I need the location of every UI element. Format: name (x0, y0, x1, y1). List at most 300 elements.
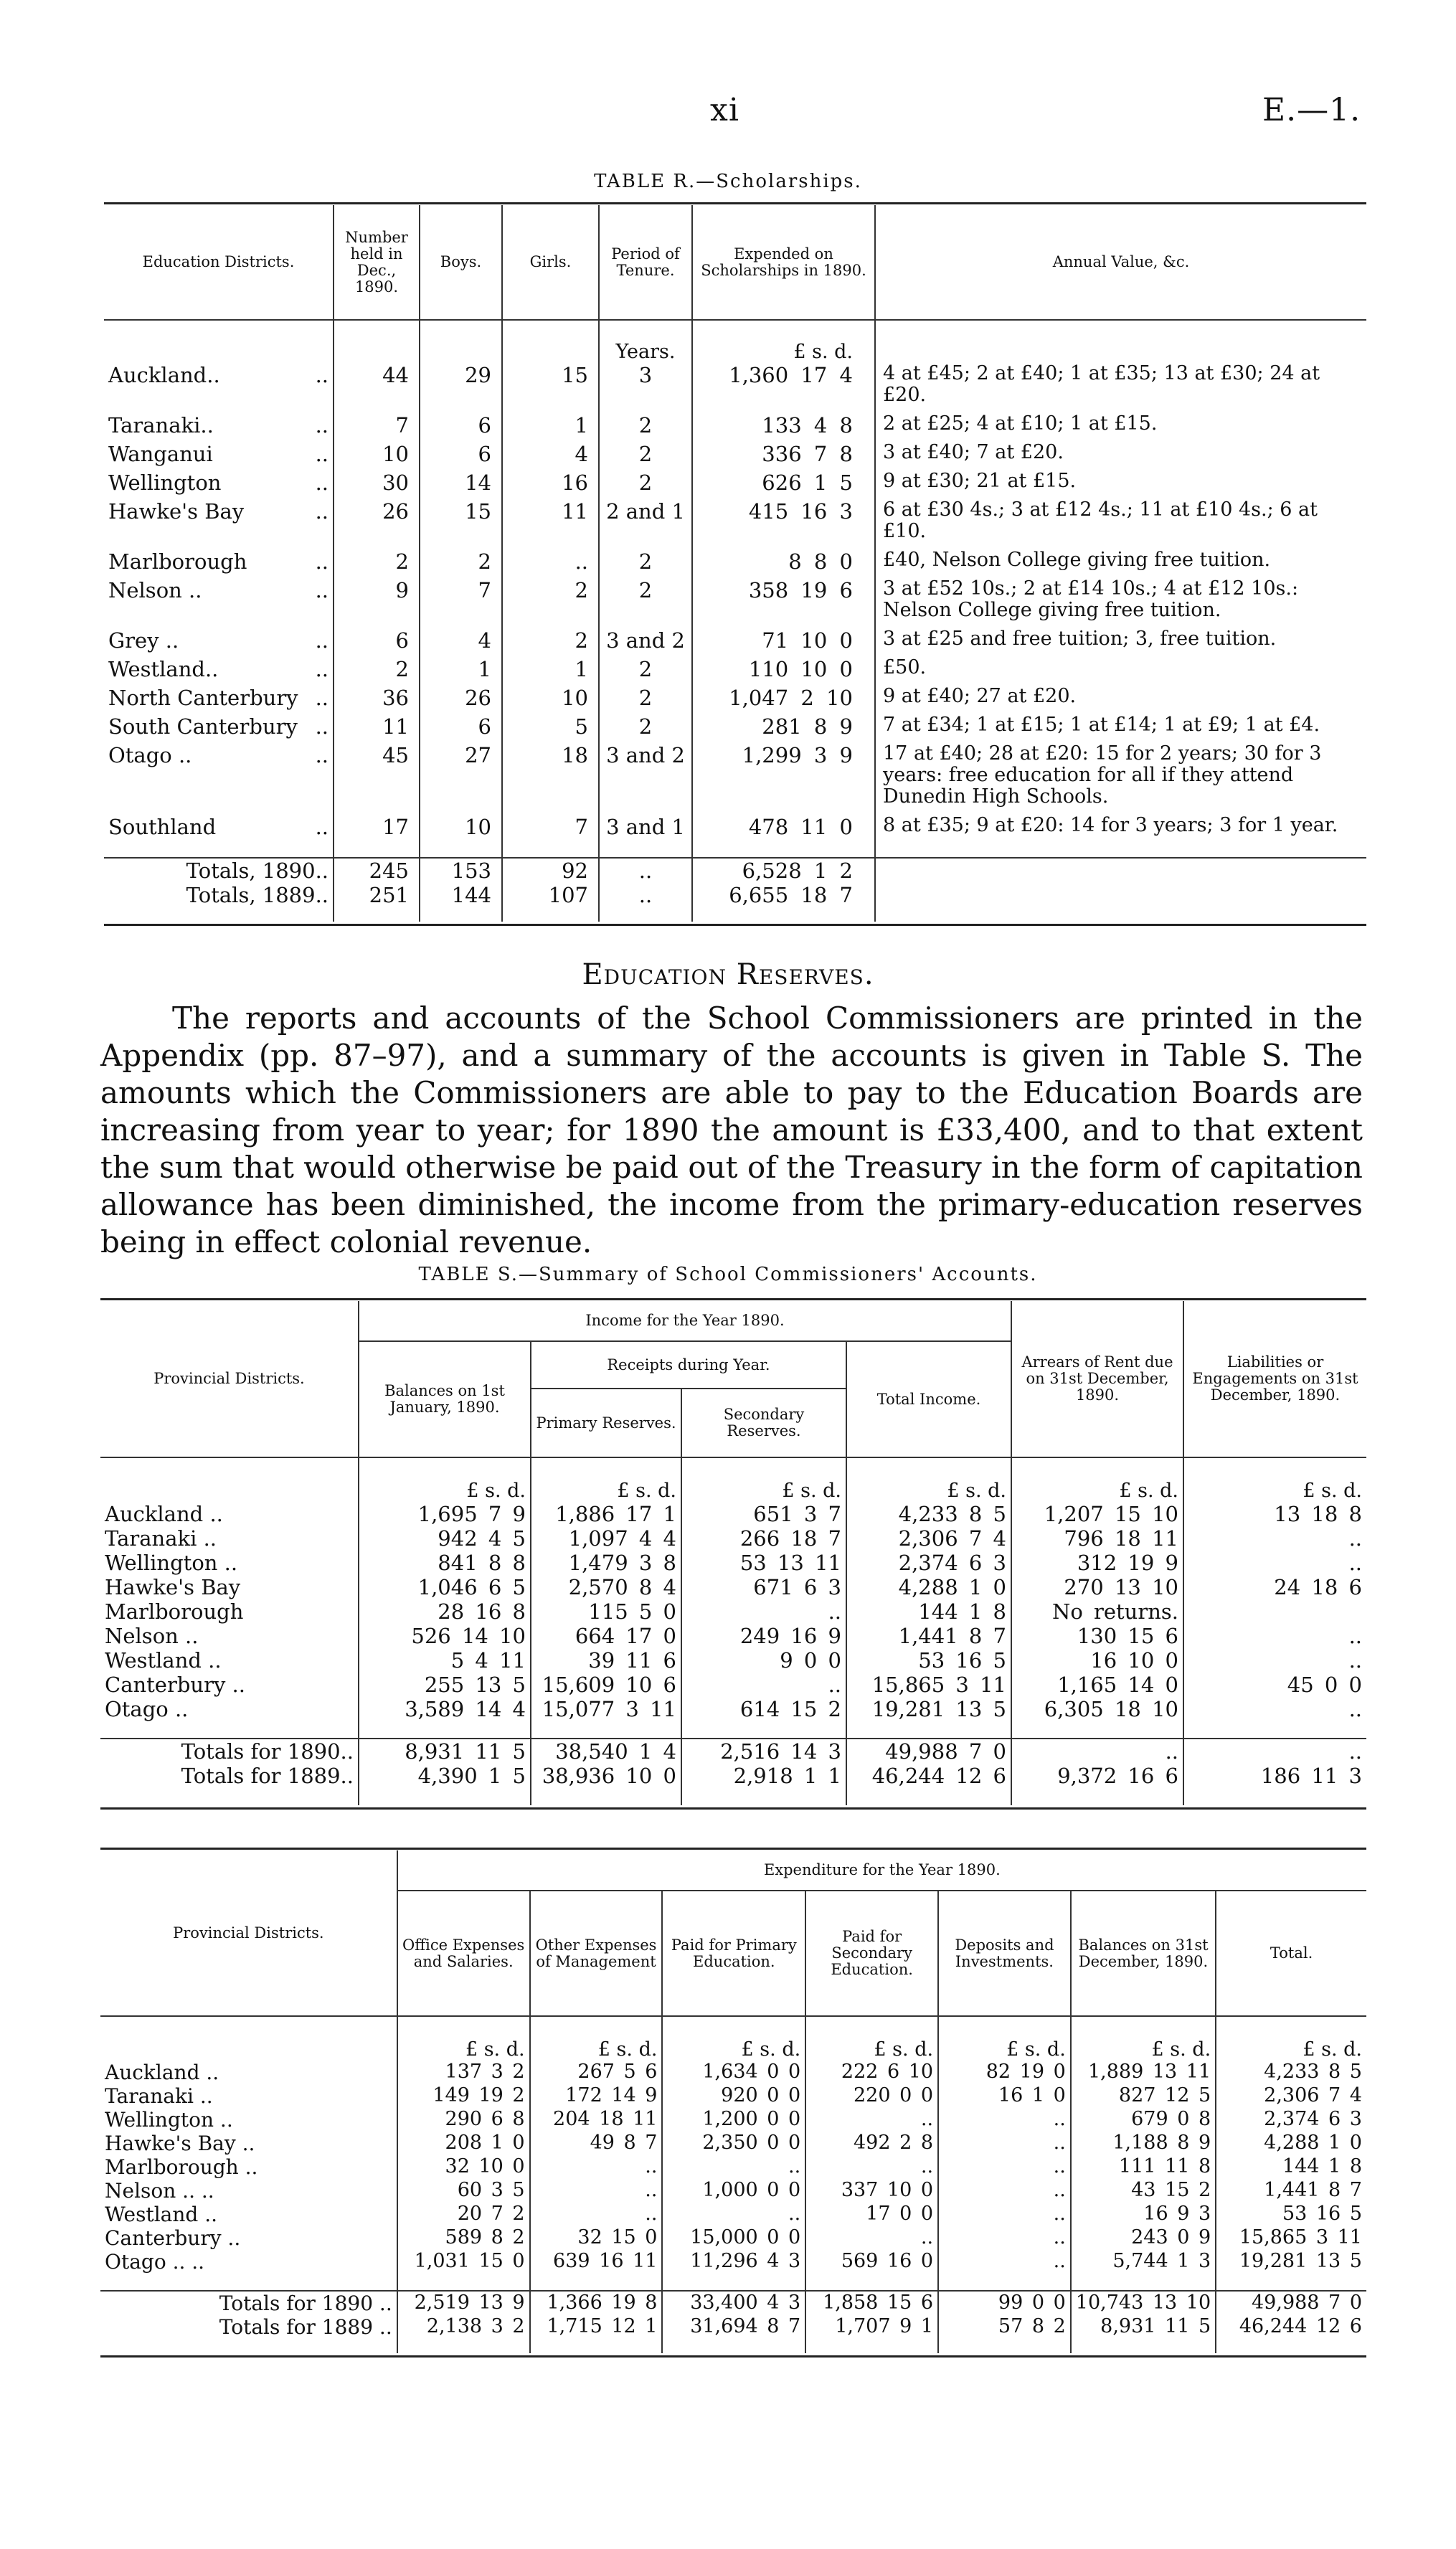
district-name: Wanganui (108, 442, 213, 466)
income-unit: £ s. d. (359, 1457, 531, 1502)
other-cell: .. (530, 2203, 663, 2226)
office-cell: 589 8 2 (397, 2226, 530, 2250)
number-held-cell: 11 (334, 714, 420, 743)
table-row (100, 1624, 1366, 1648)
annual-value-cell: 17 at £40; 28 at £20: 15 for 2 years; 30 for 3 years: free education for all if they attend Dunedin High Schools. (883, 742, 1322, 808)
secondary-cell: 614 15 2 (681, 1697, 846, 1721)
col-liabilities: Liabilities or Engagements on 31st December, 1890. (1183, 1301, 1366, 1457)
liabilities-cell: 186 11 3 (1260, 1764, 1362, 1788)
table-row (104, 363, 1366, 413)
table-row (104, 470, 1366, 499)
secondary-cell: 1,858 15 6 (805, 2291, 938, 2315)
period-cell: .. (599, 858, 692, 883)
annual-value-cell: 4 at £45; 2 at £40; 1 at £35; 13 at £30; 24 at £20. (883, 362, 1320, 406)
number-held-cell: 36 (334, 686, 420, 714)
boys-cell: 2 (420, 549, 502, 578)
district-cell: Taranaki .. (100, 1526, 359, 1551)
expended-cell: 133 4 8 (692, 413, 875, 442)
secondary-cell: .. (681, 1673, 846, 1697)
number-held-cell: 2 (334, 549, 420, 578)
primary-cell: 15,000 0 0 (662, 2226, 805, 2250)
district-name: Westland.. (108, 657, 219, 681)
period-cell: 2 and 1 (599, 499, 692, 549)
arrears-cell: No returns. (1011, 1599, 1183, 1624)
table-row (104, 743, 1366, 815)
secondary-cell: 492 2 8 (805, 2132, 938, 2155)
leader-dots: .. (315, 549, 328, 574)
leader-dots: .. (315, 743, 328, 767)
expended-cell: 478 11 0 (692, 815, 875, 843)
col-paid-primary: Paid for Primary Education. (662, 1891, 805, 2016)
number-held-cell: 30 (334, 470, 420, 499)
balances-cell: 841 8 8 (359, 1551, 531, 1575)
col-office-expenses: Office Expenses and Salaries. (397, 1891, 530, 2016)
table-row (100, 2179, 1366, 2203)
table-row (100, 2132, 1366, 2155)
liabilities-cell: 45 0 0 (1287, 1673, 1362, 1697)
arrears-cell: 1,165 14 0 (1011, 1673, 1183, 1697)
district-cell (104, 815, 334, 843)
balances-cell: 28 16 8 (359, 1599, 531, 1624)
girls-cell: 2 (502, 578, 599, 628)
table-row (100, 1764, 1366, 1788)
district-name: Taranaki.. (108, 413, 214, 438)
secondary-cell: .. (681, 1599, 846, 1624)
total-cell: 4,233 8 5 (1264, 2061, 1362, 2083)
primary-cell: 115 5 0 (531, 1599, 681, 1624)
table-row (100, 2315, 1366, 2339)
liabilities-cell: .. (1348, 1697, 1362, 1721)
col-deposits: Deposits and Investments. (938, 1891, 1071, 2016)
deposits-cell: .. (938, 2250, 1071, 2274)
deposits-cell: 82 19 0 (938, 2061, 1071, 2084)
col-period: Period of Tenure. (599, 205, 692, 320)
total-cell: 1,441 8 7 (1264, 2179, 1362, 2201)
annual-value-cell: 9 at £40; 27 at £20. (883, 685, 1077, 707)
table-row (104, 686, 1366, 714)
table-row (100, 1697, 1366, 1721)
number-held-cell: 45 (334, 743, 420, 815)
primary-cell: 33,400 4 3 (662, 2291, 805, 2315)
total-cell: 2,374 6 3 (846, 1551, 1011, 1575)
totals-label: Totals for 1889.. (100, 1764, 359, 1788)
secondary-cell: 569 16 0 (805, 2250, 938, 2274)
period-cell: 2 (599, 714, 692, 743)
district-cell: Westland .. (100, 1648, 359, 1673)
deposits-cell: .. (938, 2203, 1071, 2226)
girls-cell: 16 (502, 470, 599, 499)
table-row (100, 1739, 1366, 1764)
secondary-cell: .. (805, 2155, 938, 2179)
secondary-cell: 222 6 10 (805, 2061, 938, 2084)
district-cell (104, 714, 334, 743)
other-cell: 267 5 6 (530, 2061, 663, 2084)
balances-cell: 8,931 11 5 (359, 1739, 531, 1764)
secondary-cell: 17 0 0 (805, 2203, 938, 2226)
district-cell: Hawke's Bay .. (100, 2132, 397, 2155)
period-cell: 2 (599, 578, 692, 628)
district-cell: Nelson .. .. (100, 2179, 397, 2203)
income-unit: £ s. d. (531, 1457, 681, 1502)
secondary-cell: 337 10 0 (805, 2179, 938, 2203)
leader-dots: .. (315, 413, 328, 438)
table-row (100, 2084, 1366, 2108)
period-cell: 2 (599, 442, 692, 470)
expended-cell: 110 10 0 (692, 657, 875, 686)
leader-dots: .. (315, 470, 328, 495)
district-cell: Hawke's Bay (100, 1575, 359, 1599)
expenditure-unit: £ s. d. (1303, 2038, 1362, 2061)
primary-cell: 1,097 4 4 (531, 1526, 681, 1551)
annual-value-cell: 6 at £30 4s.; 3 at £12 4s.; 11 at £10 4s.; 6 at £10. (883, 498, 1318, 542)
arrears-cell: 312 19 9 (1011, 1551, 1183, 1575)
total-cell: 49,988 7 0 (1252, 2292, 1362, 2314)
boys-cell: 6 (420, 442, 502, 470)
district-name: South Canterbury (108, 714, 298, 739)
other-cell: 49 8 7 (530, 2132, 663, 2155)
col-arrears: Arrears of Rent due on 31st December, 1890. (1011, 1301, 1183, 1457)
leader-dots: .. (315, 815, 328, 839)
primary-cell: 2,350 0 0 (662, 2132, 805, 2155)
primary-cell: 1,886 17 1 (531, 1502, 681, 1526)
arrears-cell: 1,207 15 10 (1011, 1502, 1183, 1526)
number-held-cell: 251 (334, 883, 420, 907)
boys-cell: 14 (420, 470, 502, 499)
arrears-cell: 16 10 0 (1011, 1648, 1183, 1673)
expenditure-unit: £ s. d. (1071, 2016, 1216, 2061)
boys-cell: 6 (420, 413, 502, 442)
secondary-cell: 266 18 7 (681, 1526, 846, 1551)
secondary-cell: 220 0 0 (805, 2084, 938, 2108)
arrears-cell: 130 15 6 (1011, 1624, 1183, 1648)
district-cell: Marlborough (100, 1599, 359, 1624)
primary-cell: 15,609 10 6 (531, 1673, 681, 1697)
girls-cell: 92 (502, 858, 599, 883)
number-held-cell: 26 (334, 499, 420, 549)
table-row (104, 499, 1366, 549)
district-cell (104, 628, 334, 657)
leader-dots: .. (315, 686, 328, 710)
primary-cell: 11,296 4 3 (662, 2250, 805, 2274)
totals-label: Totals for 1890 .. (100, 2291, 397, 2315)
office-cell: 32 10 0 (397, 2155, 530, 2179)
annual-value-cell (875, 883, 1366, 907)
expenditure-group-header: Expenditure for the Year 1890. (397, 1850, 1366, 1891)
balances-cell: 43 15 2 (1071, 2179, 1216, 2203)
liabilities-cell: .. (1348, 1624, 1362, 1648)
annual-value-cell: 3 at £52 10s.; 2 at £14 10s.; 4 at £12 10s.: Nelson College giving free tuition. (883, 577, 1299, 621)
page-number: xi (710, 92, 739, 128)
period-cell: 2 (599, 549, 692, 578)
col-balances-dec: Balances on 31st December, 1890. (1071, 1891, 1216, 2016)
primary-cell: 2,570 8 4 (531, 1575, 681, 1599)
col-expended: Expended on Scholarships in 1890. (692, 205, 875, 320)
balances-cell: 111 11 8 (1071, 2155, 1216, 2179)
leader-dots: .. (315, 499, 328, 524)
district-cell (104, 413, 334, 442)
office-cell: 137 3 2 (397, 2061, 530, 2084)
expended-cell: 281 8 9 (692, 714, 875, 743)
boys-cell: 144 (420, 883, 502, 907)
district-cell: Marlborough .. (100, 2155, 397, 2179)
period-cell: 2 (599, 413, 692, 442)
period-cell: 2 (599, 470, 692, 499)
secondary-cell: 651 3 7 (681, 1502, 846, 1526)
boys-cell: 26 (420, 686, 502, 714)
col-balances-jan: Balances on 1st January, 1890. (359, 1341, 531, 1457)
boys-cell: 27 (420, 743, 502, 815)
number-held-cell: 10 (334, 442, 420, 470)
boys-cell: 153 (420, 858, 502, 883)
liabilities-cell: 24 18 6 (1274, 1575, 1362, 1599)
girls-cell: .. (502, 549, 599, 578)
table-row (104, 413, 1366, 442)
annual-value-cell: 3 at £40; 7 at £20. (883, 441, 1064, 463)
annual-value-cell: 2 at £25; 4 at £10; 1 at £15. (883, 412, 1158, 435)
col-boys: Boys. (420, 205, 502, 320)
office-cell: 2,519 13 9 (397, 2291, 530, 2315)
table-row (104, 883, 1366, 907)
other-cell: .. (530, 2179, 663, 2203)
balances-cell: 5,744 1 3 (1071, 2250, 1216, 2274)
district-cell: Wellington .. (100, 2108, 397, 2132)
boys-cell: 29 (420, 363, 502, 413)
annual-value-cell: 7 at £34; 1 at £15; 1 at £14; 1 at £9; 1 at £4. (883, 714, 1320, 736)
table-row (104, 858, 1366, 883)
girls-cell: 1 (502, 413, 599, 442)
boys-cell: 15 (420, 499, 502, 549)
total-cell: 19,281 13 5 (846, 1697, 1011, 1721)
balances-cell: 1,889 13 11 (1071, 2061, 1216, 2084)
total-cell: 2,374 6 3 (1264, 2108, 1362, 2130)
number-held-cell: 44 (334, 363, 420, 413)
district-cell (104, 442, 334, 470)
income-unit: £ s. d. (1303, 1480, 1362, 1502)
col-annual-value: Annual Value, &c. (1052, 253, 1190, 270)
table-row (104, 628, 1366, 657)
girls-cell: 7 (502, 815, 599, 843)
leader-dots: .. (315, 363, 328, 387)
col-total-income: Total Income. (846, 1341, 1011, 1457)
expended-cell: 336 7 8 (692, 442, 875, 470)
office-cell: 2,138 3 2 (397, 2315, 530, 2339)
income-unit: £ s. d. (846, 1457, 1011, 1502)
balances-cell: 3,589 14 4 (359, 1697, 531, 1721)
arrears-cell: 9,372 16 6 (1011, 1764, 1183, 1788)
primary-cell: 31,694 8 7 (662, 2315, 805, 2339)
number-held-cell: 7 (334, 413, 420, 442)
table-s-title: TABLE S.—Summary of School Commissioners' Accounts. (418, 1264, 1038, 1285)
annual-value-cell: 9 at £30; 21 at £15. (883, 470, 1077, 492)
expenditure-unit: £ s. d. (397, 2016, 530, 2061)
district-name: Marlborough (108, 549, 247, 574)
table-row (100, 1648, 1366, 1673)
district-cell (104, 363, 334, 413)
balances-cell: 10,743 13 10 (1071, 2291, 1216, 2315)
table-row (100, 1599, 1366, 1624)
total-cell: 15,865 3 11 (846, 1673, 1011, 1697)
district-name: Nelson .. (108, 578, 202, 602)
leader-dots: .. (315, 578, 328, 602)
district-cell (104, 549, 334, 578)
other-cell: .. (530, 2155, 663, 2179)
leader-dots: .. (315, 714, 328, 739)
office-cell: 149 19 2 (397, 2084, 530, 2108)
boys-cell: 1 (420, 657, 502, 686)
col-provincial-districts: Provincial Districts. (100, 1301, 359, 1457)
primary-cell: 1,000 0 0 (662, 2179, 805, 2203)
boys-cell: 6 (420, 714, 502, 743)
boys-cell: 10 (420, 815, 502, 843)
expended-cell: 1,299 3 9 (692, 743, 875, 815)
balances-cell: 1,046 6 5 (359, 1575, 531, 1599)
boys-cell: 7 (420, 578, 502, 628)
girls-cell: 2 (502, 628, 599, 657)
expended-cell: 415 16 3 (692, 499, 875, 549)
table-row (104, 714, 1366, 743)
period-cell: 3 and 2 (599, 628, 692, 657)
table-s-expenditure (100, 1848, 1366, 2353)
girls-cell: 11 (502, 499, 599, 549)
table-row (100, 1575, 1366, 1599)
secondary-cell: 2,516 14 3 (681, 1739, 846, 1764)
district-cell (104, 657, 334, 686)
table-row (100, 1526, 1366, 1551)
unit-money: £ s. d. (692, 320, 875, 363)
deposits-cell: 99 0 0 (938, 2291, 1071, 2315)
annual-value-cell: £50. (883, 656, 927, 678)
income-group-header: Income for the Year 1890. (359, 1301, 1011, 1341)
other-cell: 204 18 11 (530, 2108, 663, 2132)
liabilities-cell: .. (1348, 1739, 1362, 1764)
table-row (104, 578, 1366, 628)
office-cell: 1,031 15 0 (397, 2250, 530, 2274)
district-name: Wellington (108, 470, 222, 495)
col-girls: Girls. (502, 205, 599, 320)
expended-cell: 626 1 5 (692, 470, 875, 499)
leader-dots: .. (315, 628, 328, 653)
other-cell: 172 14 9 (530, 2084, 663, 2108)
period-cell: 3 (599, 363, 692, 413)
secondary-cell: 9 0 0 (681, 1648, 846, 1673)
office-cell: 290 6 8 (397, 2108, 530, 2132)
total-cell: 144 1 8 (1282, 2155, 1362, 2177)
deposits-cell: .. (938, 2132, 1071, 2155)
document-reference: E.—1. (1262, 92, 1361, 128)
primary-cell: 920 0 0 (662, 2084, 805, 2108)
primary-cell: 664 17 0 (531, 1624, 681, 1648)
table-row (100, 2155, 1366, 2179)
expenditure-unit: £ s. d. (662, 2016, 805, 2061)
girls-cell: 107 (502, 883, 599, 907)
other-cell: 32 15 0 (530, 2226, 663, 2250)
district-cell (104, 499, 334, 549)
secondary-cell: 249 16 9 (681, 1624, 846, 1648)
balances-cell: 8,931 11 5 (1071, 2315, 1216, 2339)
annual-value-cell: 8 at £35; 9 at £20: 14 for 3 years; 3 for 1 year. (883, 814, 1338, 836)
table-row (104, 442, 1366, 470)
balances-cell: 243 0 9 (1071, 2226, 1216, 2250)
education-reserves-paragraph: The reports and accounts of the School Commissioners are printed in the Appendix (pp. 87–97), and a summary of the accounts is given in Table S. The amounts which the Commissioners are able to pay to the Education Boards are increasing from year to year; for 1890 the amount is £33,400, and to that extent the sum that would otherwise be paid out of the Treasury in the form of capitation allowance has been diminished, the income from the primary-education reserves being in effect colonial revenue. (100, 1001, 1363, 1259)
income-unit: £ s. d. (681, 1457, 846, 1502)
district-cell (104, 686, 334, 714)
secondary-cell: .. (805, 2226, 938, 2250)
table-r (104, 202, 1366, 922)
table-row (100, 2226, 1366, 2250)
table-r-title: TABLE R.—Scholarships. (594, 171, 862, 192)
leader-dots: .. (315, 657, 328, 681)
other-cell: 1,715 12 1 (530, 2315, 663, 2339)
girls-cell: 15 (502, 363, 599, 413)
unit-years: Years. (599, 320, 692, 363)
total-cell: 1,441 8 7 (846, 1624, 1011, 1648)
district-cell: Canterbury .. (100, 2226, 397, 2250)
primary-cell: 39 11 6 (531, 1648, 681, 1673)
period-cell: .. (599, 883, 692, 907)
balances-cell: 942 4 5 (359, 1526, 531, 1551)
balances-cell: 255 13 5 (359, 1673, 531, 1697)
total-cell: 49,988 7 0 (846, 1739, 1011, 1764)
liabilities-cell (1183, 1599, 1366, 1624)
balances-cell: 5 4 11 (359, 1648, 531, 1673)
district-cell: Otago .. (100, 1697, 359, 1721)
income-unit: £ s. d. (1011, 1457, 1183, 1502)
period-cell: 2 (599, 686, 692, 714)
district-name: Hawke's Bay (108, 499, 245, 524)
expenditure-unit: £ s. d. (530, 2016, 663, 2061)
expended-cell: 1,360 17 4 (692, 363, 875, 413)
period-cell: 3 and 1 (599, 815, 692, 843)
total-cell: 15,865 3 11 (1239, 2226, 1362, 2248)
balances-cell: 526 14 10 (359, 1624, 531, 1648)
total-cell: 144 1 8 (846, 1599, 1011, 1624)
primary-cell: 1,200 0 0 (662, 2108, 805, 2132)
total-cell: 4,288 1 0 (1264, 2132, 1362, 2154)
annual-value-cell: 3 at £25 and free tuition; 3, free tuition. (883, 628, 1277, 650)
district-name: Grey .. (108, 628, 179, 653)
total-cell: 53 16 5 (1282, 2203, 1362, 2225)
office-cell: 208 1 0 (397, 2132, 530, 2155)
district-name: North Canterbury (108, 686, 298, 710)
secondary-cell: .. (805, 2108, 938, 2132)
total-cell: 53 16 5 (846, 1648, 1011, 1673)
expended-cell: 8 8 0 (692, 549, 875, 578)
total-cell: 4,288 1 0 (846, 1575, 1011, 1599)
boys-cell: 4 (420, 628, 502, 657)
expended-cell: 358 19 6 (692, 578, 875, 628)
deposits-cell: .. (938, 2108, 1071, 2132)
primary-cell: .. (662, 2203, 805, 2226)
col-secondary-reserves: Secondary Reserves. (681, 1389, 846, 1457)
primary-cell: 38,936 10 0 (531, 1764, 681, 1788)
total-cell: 2,306 7 4 (1264, 2084, 1362, 2106)
table-row (100, 2108, 1366, 2132)
office-cell: 60 3 5 (397, 2179, 530, 2203)
table-row (100, 1673, 1366, 1697)
deposits-cell: 16 1 0 (938, 2084, 1071, 2108)
primary-cell: .. (662, 2155, 805, 2179)
balances-cell: 16 9 3 (1071, 2203, 1216, 2226)
secondary-cell: 671 6 3 (681, 1575, 846, 1599)
liabilities-cell: 13 18 8 (1274, 1502, 1362, 1526)
liabilities-cell: .. (1348, 1526, 1362, 1551)
arrears-cell: 6,305 18 10 (1011, 1697, 1183, 1721)
expended-cell: 1,047 2 10 (692, 686, 875, 714)
district-cell: Canterbury .. (100, 1673, 359, 1697)
district-cell: Nelson .. (100, 1624, 359, 1648)
girls-cell: 10 (502, 686, 599, 714)
education-reserves-heading: Education Reserves. (582, 958, 874, 991)
